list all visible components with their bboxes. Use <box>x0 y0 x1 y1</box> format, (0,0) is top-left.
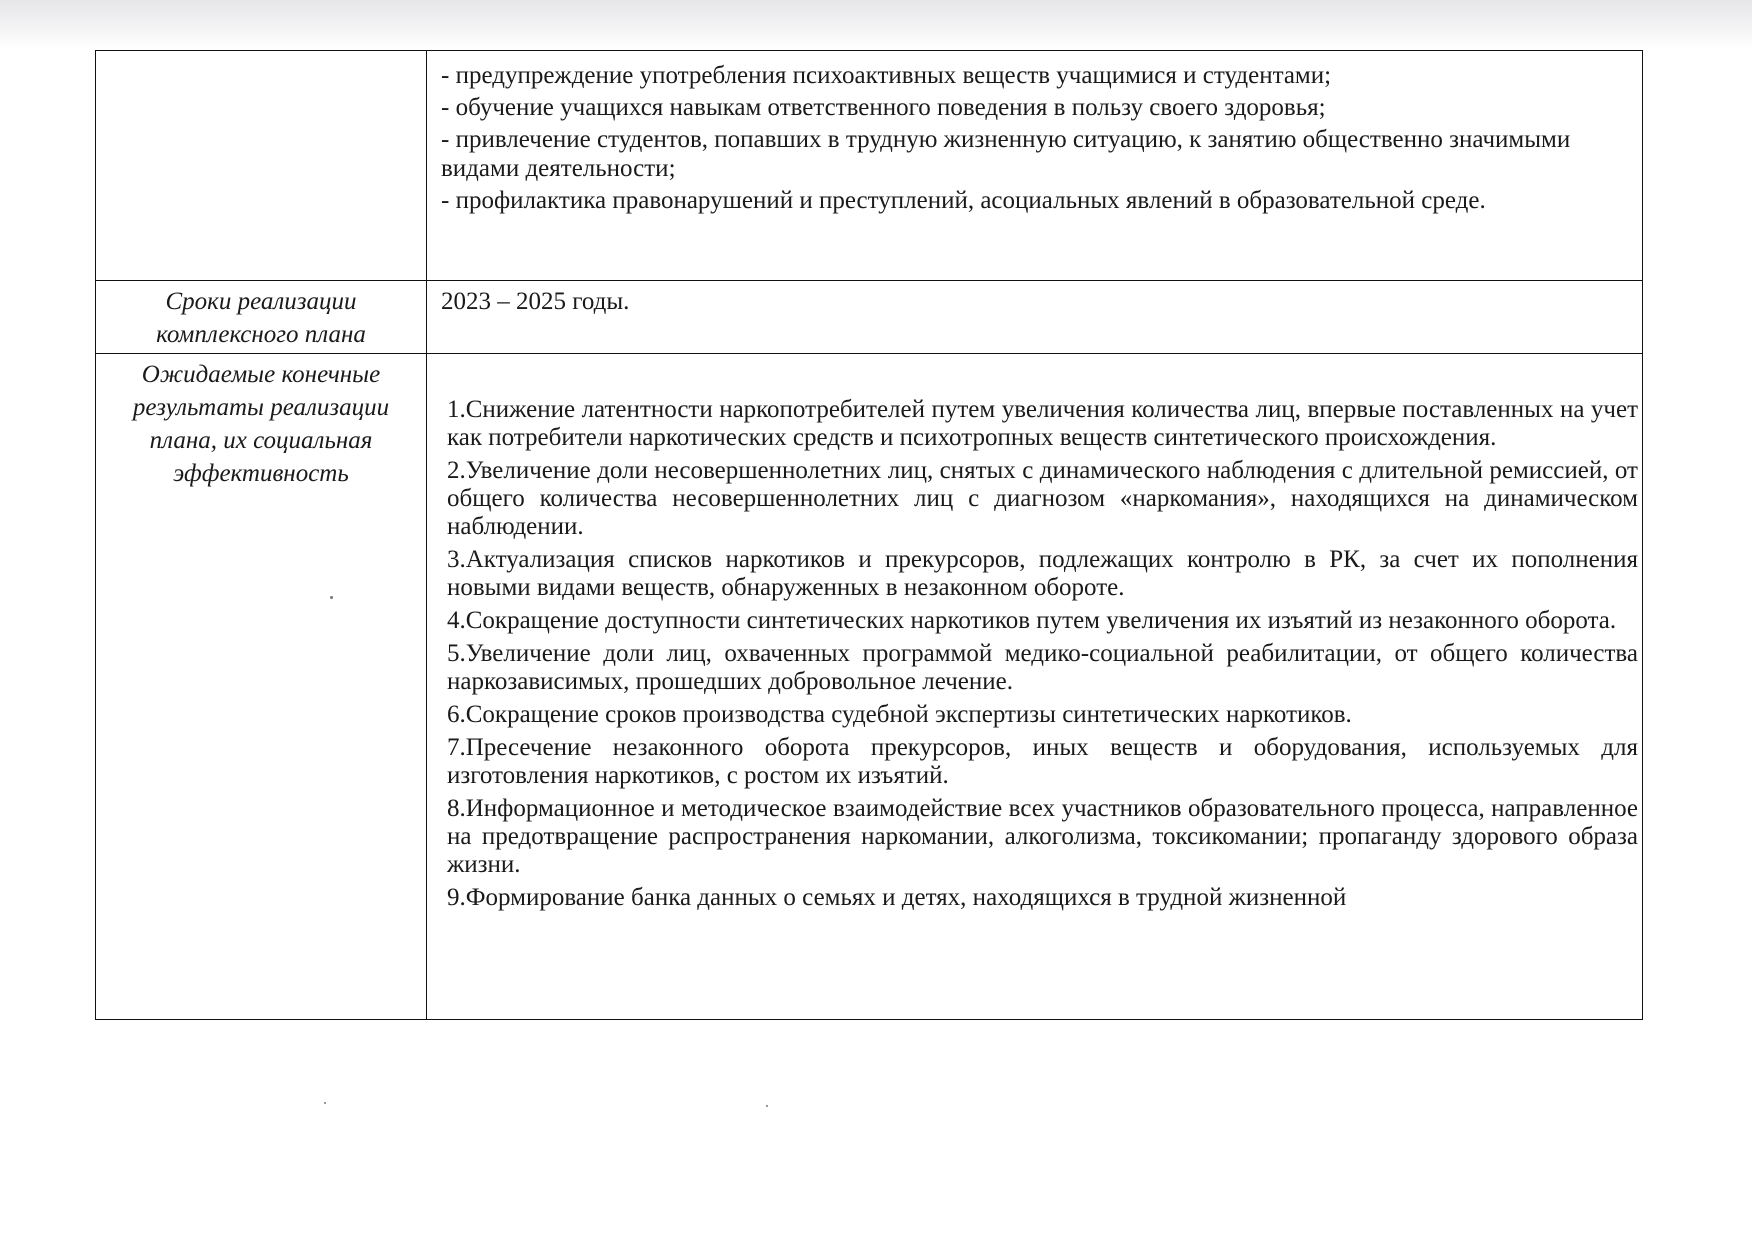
result-item-2: 2.Увеличение доли несовершеннолетних лиц, снятых с динамического наблюдения с длительной ремиссией, от общего количества несовершеннолетних лиц с диагнозом «наркомания», находящихся на динамическом наблюдении. <box>447 457 1638 540</box>
scan-speck <box>324 1102 326 1104</box>
plan-table <box>95 50 1643 1020</box>
scan-shadow <box>0 0 1752 50</box>
result-item-6: 6.Сокращение сроков производства судебной экспертизы синтетических наркотиков. <box>447 701 1352 728</box>
table-row-tasks <box>96 51 1643 281</box>
tasks-line-3: - привлечение студентов, попавших в трудную жизненную ситуацию, к занятию общественно значимыми видами деятельности; <box>441 126 1571 182</box>
scan-speck <box>766 1105 768 1107</box>
result-item-3: 3.Актуализация списков наркотиков и прекурсоров, подлежащих контролю в РК, за счет их пополнения новыми видами веществ, обнаруженных в незаконном обороте. <box>447 546 1638 601</box>
terms-content-cell <box>427 281 1643 354</box>
results-content-cell <box>427 354 1643 1020</box>
tasks-label-cell <box>96 51 427 281</box>
table-row-terms <box>96 281 1643 354</box>
tasks-line-2: - обучение учащихся навыкам ответственного поведения в пользу своего здоровья; <box>441 94 1326 121</box>
tasks-line-4: - профилактика правонарушений и преступлений, асоциальных явлений в образовательной среде. <box>441 187 1486 214</box>
table-row-results <box>96 354 1643 1020</box>
results-label-cell <box>96 354 427 1020</box>
result-item-5: 5.Увеличение доли лиц, охваченных программой медико-социальной реабилитации, от общего количества наркозависимых, прошедших добровольное лечение. <box>447 640 1638 695</box>
tasks-content-cell <box>427 51 1643 281</box>
result-item-8: 8.Информационное и методическое взаимодействие всех участников образовательного процесса, направленное на предотвращение распространения наркомании, алкоголизма, токсикомании; пропаганду здорового образа жизни. <box>447 795 1638 878</box>
result-item-9: 9.Формирование банка данных о семьях и детях, находящихся в трудной жизненной <box>447 884 1347 911</box>
tasks-line-1: - предупреждение употребления психоактивных веществ учащимися и студентами; <box>441 62 1332 89</box>
scan-speck <box>330 596 333 599</box>
result-item-7: 7.Пресечение незаконного оборота прекурсоров, иных веществ и оборудования, используемых для изготовления наркотиков, с ростом их изъятий. <box>447 734 1638 789</box>
terms-label-cell <box>96 281 427 354</box>
result-item-4: 4.Сокращение доступности синтетических наркотиков путем увеличения их изъятий из незаконного оборота. <box>447 607 1617 634</box>
result-item-1: 1.Снижение латентности наркопотребителей путем увеличения количества лиц, впервые поставленных на учет как потребители наркотических средств и психотропных веществ синтетического происхождения. <box>447 396 1638 451</box>
terms-value: 2023 – 2025 годы. <box>441 288 630 315</box>
results-label: Ожидаемые конечные результаты реализации плана, их социальная эффективность <box>132 361 390 487</box>
terms-label: Сроки реализации комплексного плана <box>156 288 366 348</box>
